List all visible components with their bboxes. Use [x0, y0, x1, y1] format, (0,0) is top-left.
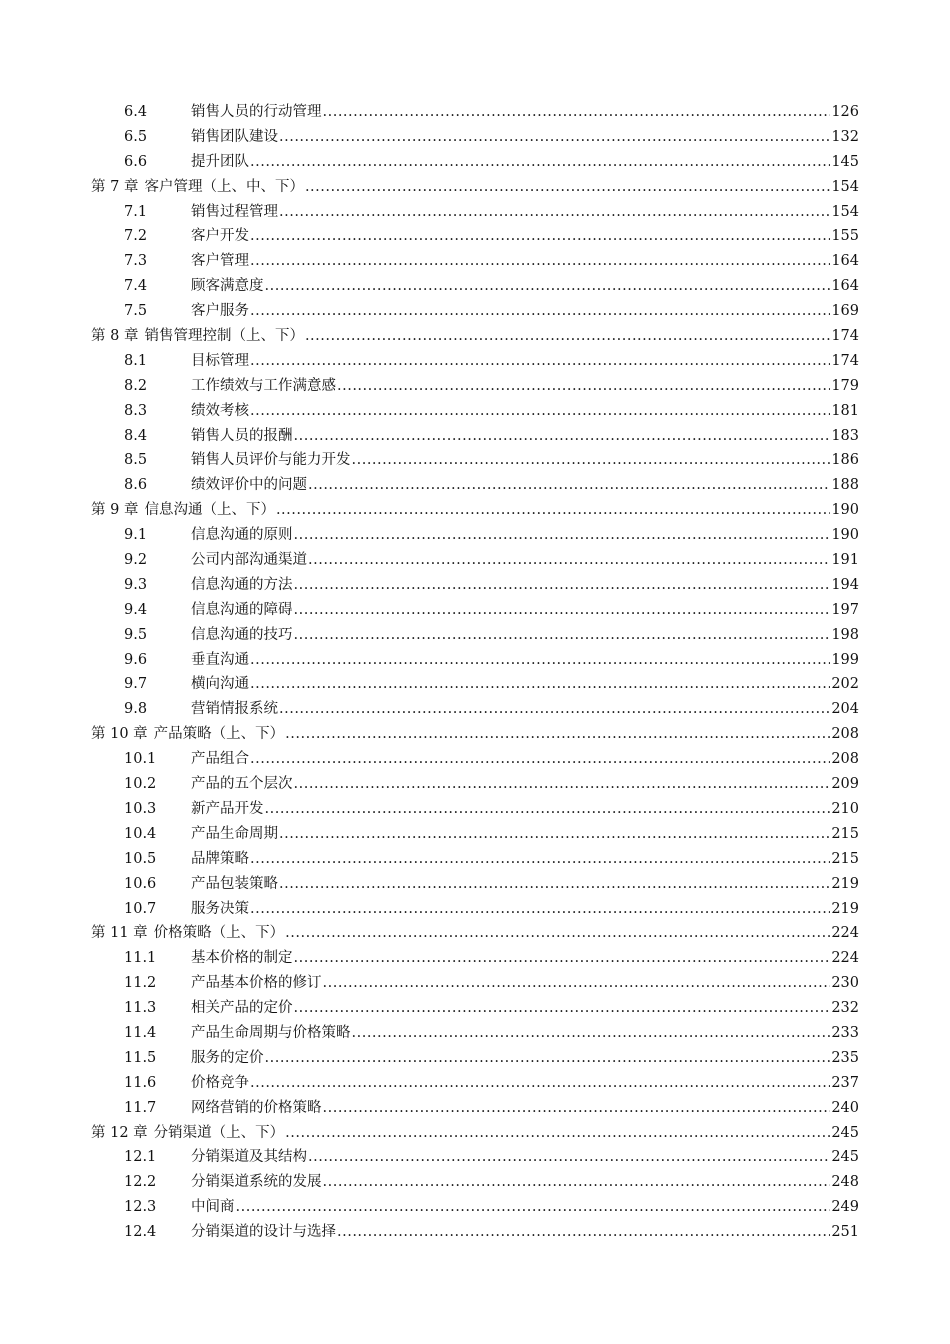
section-number: 9.7 — [124, 676, 148, 693]
toc-section-entry — [91, 598, 859, 623]
dot-leader — [294, 623, 831, 648]
toc-section-entry — [91, 448, 859, 473]
entry-title: 分销渠道的设计与选择 — [191, 1224, 336, 1241]
section-number: 7.2 — [124, 228, 148, 245]
entry-title: 价格竞争 — [191, 1074, 249, 1091]
page-number: 204 — [831, 701, 859, 718]
section-number: 9.6 — [124, 651, 148, 668]
toc-section-entry — [91, 797, 859, 822]
section-number: 8.1 — [124, 352, 148, 369]
entry-title: 产品生命周期 — [191, 825, 278, 842]
dot-leader — [279, 125, 830, 150]
section-number: 10.5 — [124, 850, 157, 867]
page-number: 190 — [831, 527, 859, 544]
page-number: 191 — [831, 552, 859, 569]
toc-section-entry — [91, 548, 859, 573]
chapter-number: 第 7 章 — [91, 178, 139, 195]
entry-title: 销售管理控制（上、下） — [144, 328, 304, 345]
toc-section-entry — [91, 100, 859, 125]
dot-leader — [279, 822, 830, 847]
dot-leader — [294, 772, 831, 797]
toc-chapter-entry — [91, 324, 859, 349]
dot-leader — [294, 573, 831, 598]
dot-leader — [250, 150, 830, 175]
toc-section-entry — [91, 872, 859, 897]
toc-section-entry — [91, 1220, 859, 1245]
dot-leader — [308, 1145, 830, 1170]
dot-leader — [294, 424, 831, 449]
page-number: 132 — [831, 128, 859, 145]
page-number: 164 — [831, 278, 859, 295]
section-number: 6.6 — [124, 153, 148, 170]
toc-chapter-entry — [91, 921, 859, 946]
toc-section-entry — [91, 523, 859, 548]
section-number: 6.5 — [124, 128, 148, 145]
section-number: 12.3 — [124, 1199, 157, 1216]
section-number: 10.7 — [124, 900, 157, 917]
entry-title: 销售团队建设 — [191, 128, 278, 145]
chapter-number: 第 9 章 — [91, 502, 139, 519]
toc-chapter-entry — [91, 722, 859, 747]
toc-section-entry — [91, 648, 859, 673]
entry-title: 信息沟通的方法 — [191, 576, 293, 593]
dot-leader — [337, 374, 830, 399]
dot-leader — [294, 598, 831, 623]
page-number: 179 — [831, 377, 859, 394]
toc-section-entry — [91, 971, 859, 996]
entry-title: 分销渠道及其结构 — [191, 1149, 307, 1166]
entry-title: 价格策略（上、下） — [153, 925, 285, 942]
dot-leader — [250, 747, 830, 772]
page-number: 235 — [831, 1049, 859, 1066]
entry-title: 信息沟通的原则 — [191, 527, 293, 544]
page-number: 210 — [831, 800, 859, 817]
section-number: 10.2 — [124, 776, 157, 793]
toc-section-entry — [91, 125, 859, 150]
dot-leader — [276, 498, 830, 523]
section-number: 7.5 — [124, 303, 148, 320]
page-number: 164 — [831, 253, 859, 270]
section-number: 12.1 — [124, 1149, 157, 1166]
entry-title: 产品基本价格的修订 — [191, 975, 322, 992]
entry-title: 品牌策略 — [191, 850, 249, 867]
dot-leader — [285, 921, 830, 946]
chapter-number: 第 10 章 — [91, 726, 148, 743]
dot-leader — [236, 1195, 831, 1220]
dot-leader — [250, 349, 830, 374]
section-number: 11.5 — [124, 1049, 157, 1066]
section-number: 10.6 — [124, 875, 157, 892]
section-number: 10.1 — [124, 751, 157, 768]
toc-section-entry — [91, 1170, 859, 1195]
page-number: 224 — [831, 925, 859, 942]
dot-leader — [323, 1170, 831, 1195]
entry-title: 横向沟通 — [191, 676, 249, 693]
toc-section-entry — [91, 1046, 859, 1071]
toc-section-entry — [91, 374, 859, 399]
section-number: 10.4 — [124, 825, 157, 842]
section-number: 12.2 — [124, 1174, 157, 1191]
page-number: 199 — [831, 651, 859, 668]
page-number: 249 — [831, 1199, 859, 1216]
page-number: 240 — [831, 1099, 859, 1116]
page-number: 215 — [831, 825, 859, 842]
dot-leader — [308, 473, 830, 498]
entry-title: 服务的定价 — [191, 1049, 264, 1066]
dot-leader — [305, 175, 830, 200]
toc-section-entry — [91, 1195, 859, 1220]
dot-leader — [250, 224, 830, 249]
page-number: 197 — [831, 601, 859, 618]
entry-title: 目标管理 — [191, 352, 249, 369]
dot-leader — [294, 946, 831, 971]
entry-title: 产品生命周期与价格策略 — [191, 1024, 351, 1041]
entry-title: 绩效评价中的问题 — [191, 477, 307, 494]
section-number: 8.5 — [124, 452, 148, 469]
entry-title: 销售人员评价与能力开发 — [191, 452, 351, 469]
toc-section-entry — [91, 573, 859, 598]
page-number: 202 — [831, 676, 859, 693]
page-number: 224 — [831, 950, 859, 967]
page-number: 219 — [831, 875, 859, 892]
entry-title: 产品的五个层次 — [191, 776, 293, 793]
section-number: 11.6 — [124, 1074, 157, 1091]
page-number: 215 — [831, 850, 859, 867]
toc-section-entry — [91, 1021, 859, 1046]
dot-leader — [352, 1021, 831, 1046]
page-number: 174 — [831, 328, 859, 345]
section-number: 9.5 — [124, 626, 148, 643]
toc-section-entry — [91, 200, 859, 225]
page-number: 208 — [831, 751, 859, 768]
toc-section-entry — [91, 274, 859, 299]
section-number: 11.3 — [124, 1000, 157, 1017]
page-number: 174 — [831, 352, 859, 369]
toc-section-entry — [91, 897, 859, 922]
dot-leader — [250, 399, 830, 424]
toc-section-entry — [91, 747, 859, 772]
toc-section-entry — [91, 672, 859, 697]
entry-title: 信息沟通的技巧 — [191, 626, 293, 643]
chapter-number: 第 8 章 — [91, 328, 139, 345]
dot-leader — [250, 897, 830, 922]
section-number: 7.1 — [124, 203, 148, 220]
toc-section-entry — [91, 299, 859, 324]
dot-leader — [250, 299, 830, 324]
dot-leader — [323, 971, 831, 996]
entry-title: 客户开发 — [191, 228, 249, 245]
entry-title: 产品包装策略 — [191, 875, 278, 892]
section-number: 11.2 — [124, 975, 157, 992]
entry-title: 销售人员的报酬 — [191, 427, 293, 444]
page-number: 232 — [831, 1000, 859, 1017]
dot-leader — [337, 1220, 830, 1245]
dot-leader — [250, 672, 830, 697]
toc-section-entry — [91, 772, 859, 797]
section-number: 7.3 — [124, 253, 148, 270]
toc-section-entry — [91, 150, 859, 175]
toc-chapter-entry — [91, 175, 859, 200]
table-of-contents — [91, 100, 859, 1245]
entry-title: 信息沟通（上、下） — [144, 502, 275, 519]
entry-title: 销售过程管理 — [191, 203, 278, 220]
entry-title: 垂直沟通 — [191, 651, 249, 668]
toc-section-entry — [91, 996, 859, 1021]
entry-title: 信息沟通的障碍 — [191, 601, 293, 618]
page-number: 233 — [831, 1024, 859, 1041]
page-number: 230 — [831, 975, 859, 992]
page-number: 190 — [831, 502, 859, 519]
entry-title: 营销情报系统 — [191, 701, 278, 718]
page-number: 186 — [831, 452, 859, 469]
page-number: 248 — [831, 1174, 859, 1191]
section-number: 10.3 — [124, 800, 157, 817]
entry-title: 中间商 — [191, 1199, 235, 1216]
section-number: 11.4 — [124, 1024, 157, 1041]
page-number: 237 — [831, 1074, 859, 1091]
entry-title: 网络营销的价格策略 — [191, 1099, 322, 1116]
page-number: 208 — [831, 726, 859, 743]
entry-title: 产品组合 — [191, 751, 249, 768]
section-number: 9.4 — [124, 601, 148, 618]
page-number: 245 — [831, 1124, 859, 1141]
toc-section-entry — [91, 847, 859, 872]
section-number: 9.8 — [124, 701, 148, 718]
chapter-number: 第 12 章 — [91, 1124, 148, 1141]
toc-section-entry — [91, 946, 859, 971]
section-number: 11.7 — [124, 1099, 157, 1116]
dot-leader — [265, 274, 831, 299]
entry-title: 相关产品的定价 — [191, 1000, 293, 1017]
entry-title: 工作绩效与工作满意感 — [191, 377, 336, 394]
toc-section-entry — [91, 1071, 859, 1096]
dot-leader — [323, 100, 831, 125]
page-number: 181 — [831, 402, 859, 419]
toc-chapter-entry — [91, 1121, 859, 1146]
page-number: 126 — [831, 104, 859, 120]
page-number: 154 — [831, 178, 859, 195]
dot-leader — [294, 523, 831, 548]
dot-leader — [265, 797, 831, 822]
section-number: 6.4 — [124, 104, 148, 120]
dot-leader — [308, 548, 830, 573]
toc-section-entry — [91, 224, 859, 249]
entry-title: 产品策略（上、下） — [153, 726, 285, 743]
section-number: 9.1 — [124, 527, 148, 544]
dot-leader — [352, 448, 831, 473]
dot-leader — [265, 1046, 831, 1071]
toc-section-entry — [91, 1096, 859, 1121]
page-number: 251 — [831, 1224, 859, 1241]
page-number: 194 — [831, 576, 859, 593]
chapter-number: 第 11 章 — [91, 925, 148, 942]
section-number: 9.2 — [124, 552, 148, 569]
page-number: 145 — [831, 153, 859, 170]
dot-leader — [285, 722, 830, 747]
dot-leader — [279, 200, 830, 225]
page-number: 245 — [831, 1149, 859, 1166]
toc-section-entry — [91, 473, 859, 498]
dot-leader — [250, 648, 830, 673]
toc-section-entry — [91, 249, 859, 274]
page-number: 219 — [831, 900, 859, 917]
toc-section-entry — [91, 822, 859, 847]
toc-chapter-entry — [91, 498, 859, 523]
dot-leader — [294, 996, 831, 1021]
entry-title: 新产品开发 — [191, 800, 264, 817]
section-number: 12.4 — [124, 1224, 157, 1241]
entry-title: 客户服务 — [191, 303, 249, 320]
toc-section-entry — [91, 349, 859, 374]
entry-title: 绩效考核 — [191, 402, 249, 419]
entry-title: 客户管理（上、中、下） — [144, 178, 304, 195]
page-number: 198 — [831, 626, 859, 643]
toc-section-entry — [91, 424, 859, 449]
dot-leader — [250, 1071, 830, 1096]
entry-title: 客户管理 — [191, 253, 249, 270]
dot-leader — [250, 847, 830, 872]
toc-section-entry — [91, 1145, 859, 1170]
dot-leader — [285, 1121, 830, 1146]
section-number: 8.3 — [124, 402, 148, 419]
entry-title: 基本价格的制定 — [191, 950, 293, 967]
section-number: 8.4 — [124, 427, 148, 444]
page-number: 209 — [831, 776, 859, 793]
section-number: 11.1 — [124, 950, 157, 967]
toc-section-entry — [91, 697, 859, 722]
section-number: 8.6 — [124, 477, 148, 494]
entry-title: 顾客满意度 — [191, 278, 264, 295]
toc-section-entry — [91, 623, 859, 648]
dot-leader — [323, 1096, 831, 1121]
page-number: 154 — [831, 203, 859, 220]
page-number: 169 — [831, 303, 859, 320]
dot-leader — [305, 324, 830, 349]
page-number: 188 — [831, 477, 859, 494]
section-number: 7.4 — [124, 278, 148, 295]
dot-leader — [250, 249, 830, 274]
section-number: 9.3 — [124, 576, 148, 593]
entry-title: 提升团队 — [191, 153, 249, 170]
dot-leader — [279, 697, 830, 722]
entry-title: 服务决策 — [191, 900, 249, 917]
page-number: 155 — [831, 228, 859, 245]
section-number: 8.2 — [124, 377, 148, 394]
entry-title: 分销渠道系统的发展 — [191, 1174, 322, 1191]
entry-title: 公司内部沟通渠道 — [191, 552, 307, 569]
page-number: 183 — [831, 427, 859, 444]
entry-title: 分销渠道（上、下） — [153, 1124, 285, 1141]
dot-leader — [279, 872, 830, 897]
entry-title: 销售人员的行动管理 — [191, 104, 322, 120]
toc-section-entry — [91, 399, 859, 424]
